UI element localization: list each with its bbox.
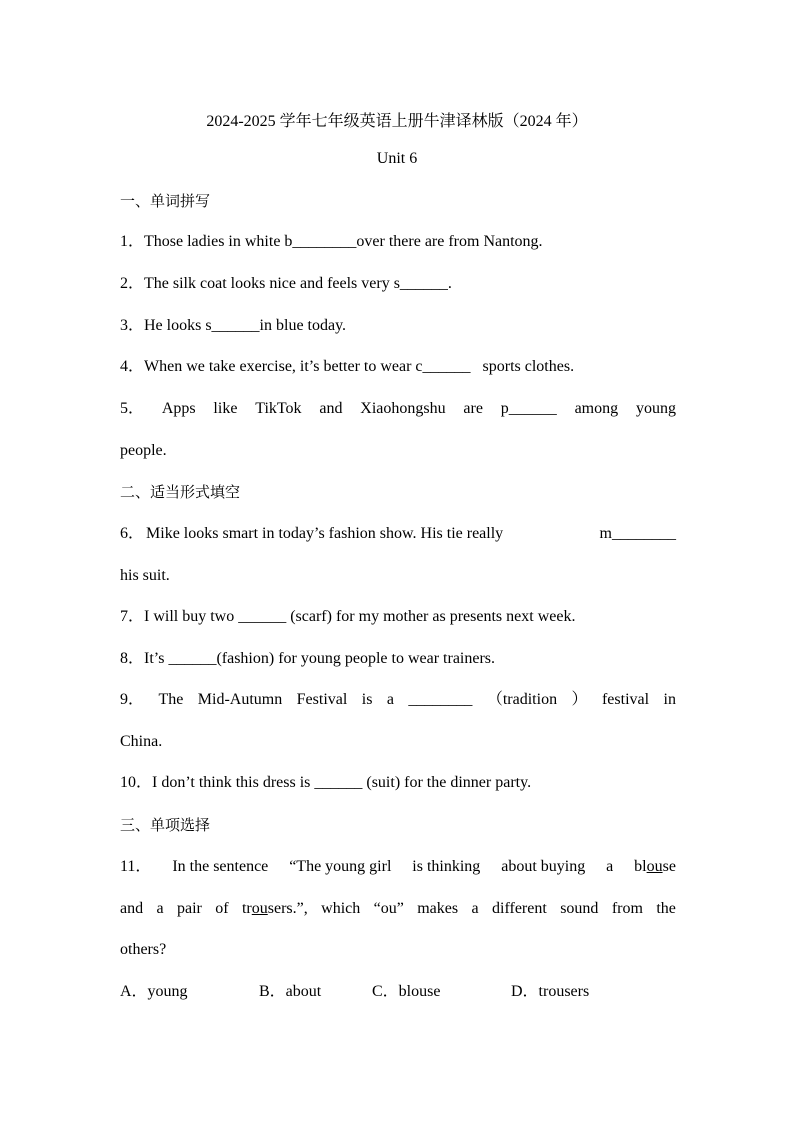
question-9-blank: ________ [408, 691, 473, 708]
question-11-text: In the sentence [172, 858, 269, 875]
question-11-text: from [611, 900, 643, 917]
question-7: 7．I will buy two ______ (scarf) for my mother as presents next week. [120, 608, 576, 625]
question-9-word: a [386, 691, 394, 708]
question-5-continued: people. [120, 442, 167, 459]
unit-title: Unit 6 [376, 150, 418, 167]
option-d: D．trousers [511, 983, 590, 1000]
question-11-text: the [656, 900, 676, 917]
question-9-number: 9． [120, 691, 145, 708]
question-5-number: 5． [120, 400, 145, 417]
question-11-text: a [606, 858, 614, 875]
question-11-text: sound [560, 900, 599, 917]
underlined-letters: ou [646, 858, 663, 875]
question-5-word: Apps [161, 400, 196, 417]
question-11-text: and [120, 900, 144, 917]
question-5-word: young [635, 400, 676, 417]
question-9 [120, 690, 676, 710]
question-11-line-1 [120, 857, 676, 877]
question-6-blank: m________ [599, 525, 676, 542]
question-10: 10．I don’t think this dress is ______ (suit) for the dinner party. [120, 774, 532, 791]
question-5-word: TikTok [255, 400, 302, 417]
question-8: 8．It’s ______(fashion) for young people to wear trainers. [120, 650, 496, 667]
section-heading-spelling: 一、单词拼写 [120, 192, 211, 210]
underlined-letters: ou [251, 900, 268, 917]
question-5-word: Xiaohongshu [360, 400, 446, 417]
question-5-blank: p______ [500, 400, 557, 417]
question-11-text: makes [417, 900, 459, 917]
question-9-word: is [361, 691, 373, 708]
question-11-text: a [156, 900, 164, 917]
question-6-number: 6． [120, 525, 145, 542]
question-3: 3．He looks s______in blue today. [120, 317, 347, 334]
question-11-line-2 [120, 899, 676, 919]
section-heading-choice: 三、单项选择 [120, 816, 211, 834]
question-9-word: ） [571, 691, 588, 708]
question-11-line-3: others? [120, 941, 167, 958]
word-part: sers.”, [267, 900, 308, 917]
word-part: tr [241, 900, 252, 917]
word-part: se [662, 858, 676, 875]
question-9-word: festival [601, 691, 650, 708]
question-11-word-trousers [242, 899, 308, 919]
question-11-text: pair [177, 900, 202, 917]
word-part: bl [634, 858, 647, 875]
question-11-text: which [321, 900, 361, 917]
question-5-word: are [463, 400, 483, 417]
question-9-word: Festival [296, 691, 348, 708]
question-4: 4．When we take exercise, it’s better to wear c______ sports clothes. [120, 358, 575, 375]
question-9-word: Mid-Autumn [197, 691, 283, 708]
question-1: 1．Those ladies in white b________over there are from Nantong. [120, 233, 543, 250]
question-11-text: about buying [501, 858, 586, 875]
question-9-word: （tradition [486, 691, 558, 708]
question-11-text: “ou” [373, 900, 404, 917]
question-6-text: Mike looks smart in today’s fashion show. His tie really [146, 525, 504, 542]
question-5-word: among [574, 400, 619, 417]
question-6 [120, 524, 676, 544]
question-11-number: 11． [120, 858, 152, 875]
question-6-continued: his suit. [120, 567, 170, 584]
question-11-text: a [471, 900, 479, 917]
document-title: 2024-2025 学年七年级英语上册牛津译林版（2024 年） [206, 113, 588, 130]
question-9-word: The [158, 691, 184, 708]
option-b: B．about [259, 983, 322, 1000]
question-9-word: in [663, 691, 676, 708]
question-11-text: is thinking [412, 858, 481, 875]
option-a: A．young [120, 983, 188, 1000]
question-11-word-blouse [634, 857, 676, 877]
question-11-text: of [215, 900, 229, 917]
option-c: C．blouse [372, 983, 441, 1000]
question-5-word: and [319, 400, 343, 417]
question-5 [120, 399, 676, 419]
question-9-continued: China. [120, 733, 163, 750]
question-11-text: different [492, 900, 547, 917]
question-2: 2．The silk coat looks nice and feels very s______. [120, 275, 452, 292]
question-11-text: “The young girl [289, 858, 392, 875]
section-heading-fill-in: 二、适当形式填空 [120, 483, 241, 501]
question-5-word: like [213, 400, 238, 417]
